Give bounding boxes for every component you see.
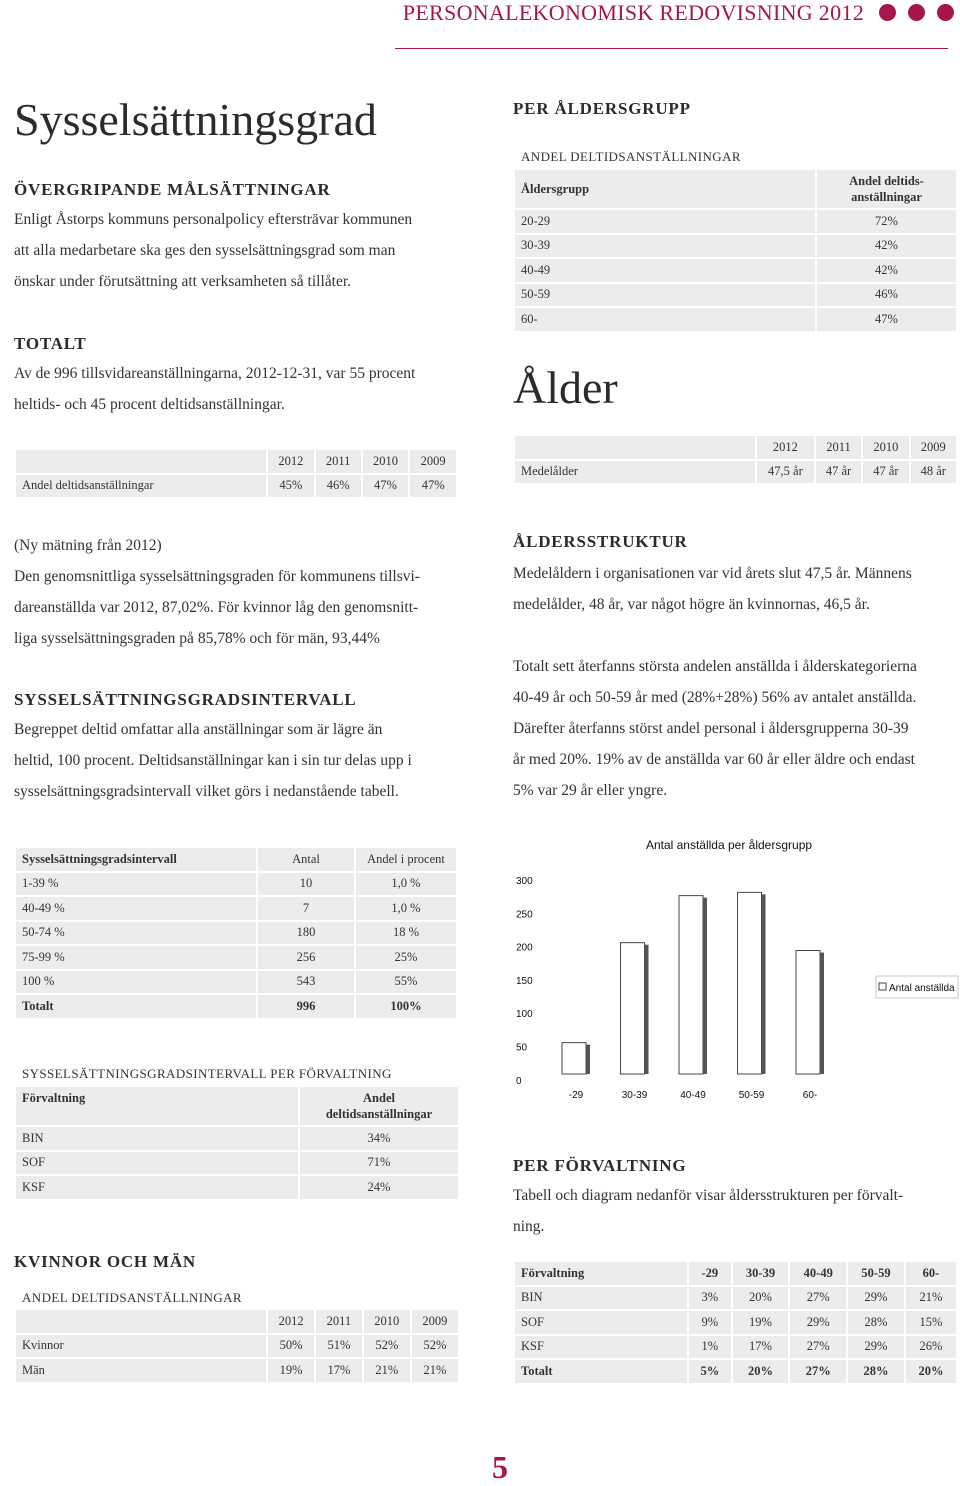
paragraph-ny-matning [14, 530, 484, 654]
text-line: Tabell och diagram nedanför visar åldersstrukturen per förvalt- [513, 1187, 904, 1204]
text-line: 5% var 29 år eller yngre. [513, 782, 668, 799]
header-line: deltidsanställningar [325, 1107, 433, 1121]
text-line: år med 20%. 19% av de anställda var 60 år eller äldre och endast [513, 751, 915, 768]
forvaltning-table [14, 1085, 460, 1201]
table-cell: 9% [689, 1311, 731, 1334]
table-cell: 72% [817, 210, 956, 233]
table-cell: 50-59 [515, 284, 815, 307]
decor-dot-icon [879, 4, 896, 21]
decor-dot-icon [937, 4, 954, 21]
text-line: heltids- och 45 procent deltidsanställningar. [14, 396, 285, 413]
intervall-table [14, 846, 458, 1020]
table-cell: 20-29 [515, 210, 815, 233]
table-cell: Totalt [515, 1360, 687, 1383]
table-row [16, 1176, 458, 1199]
year-header: 2011 [316, 1310, 362, 1333]
table-cell: 19% [733, 1311, 789, 1334]
x-tick-label: 40-49 [680, 1090, 706, 1101]
legend-label: Antal anställda [889, 983, 955, 994]
text-line: Den genomsnittliga sysselsättningsgraden för kommunens tillsvi- [14, 568, 420, 585]
alder-title: Ålder [513, 362, 618, 413]
table-cell: 20% [906, 1360, 956, 1383]
row-label: Andel deltidsanställningar [16, 475, 266, 498]
row-label: Kvinnor [16, 1335, 266, 1358]
table-cell: 10 [258, 873, 354, 896]
year-header: 2012 [757, 436, 814, 459]
column-header: 30-39 [733, 1262, 789, 1285]
bar-side [820, 953, 824, 1074]
year-header: 2009 [410, 450, 456, 473]
table-cell: 17% [733, 1336, 789, 1359]
table-row [16, 873, 456, 896]
table-cell: 29% [848, 1336, 904, 1359]
paragraph-gap [513, 620, 958, 651]
header-line: Andel deltids- [849, 174, 924, 188]
y-tick-label: 50 [516, 1042, 528, 1054]
year-header: 2010 [863, 436, 908, 459]
column-header: 50-59 [848, 1262, 904, 1285]
table-cell: 75-99 % [16, 946, 256, 969]
table-cell: 47 år [816, 461, 861, 484]
table-cell: 50-74 % [16, 922, 256, 945]
text-line: medelålder, 48 år, var något högre än kvinnornas, 46,5 år. [513, 596, 870, 613]
text-line: dareanställda var 2012, 87,02%. För kvinnor låg den genomsnitt- [14, 599, 419, 616]
table-cell: 46% [316, 475, 361, 498]
row-label: Medelålder [515, 461, 755, 484]
table-cell: 1,0 % [356, 897, 456, 920]
table-cell: 34% [300, 1127, 458, 1150]
text-line: Begreppet deltid omfattar alla anställningar som är lägre än [14, 721, 383, 738]
text-line: Enligt Åstorps kommuns personalpolicy eftersträvar kommunen [14, 211, 413, 228]
text-line: Medelåldern i organisationen var vid årets slut 47,5 år. Männens [513, 565, 912, 582]
table-cell: 27% [790, 1287, 846, 1310]
paragraph-alderstruktur [513, 558, 958, 806]
decor-dot-icon [908, 4, 925, 21]
table-cell: KSF [515, 1336, 687, 1359]
year-header: 2011 [816, 436, 861, 459]
section-heading-per-forvaltning: PER FÖRVALTNING [513, 1156, 687, 1175]
text-line: (Ny mätning från 2012) [14, 537, 162, 554]
table-row [515, 284, 956, 307]
table-row [515, 235, 956, 258]
x-tick-label: 30-39 [621, 1090, 648, 1101]
table-cell: 47% [817, 308, 956, 331]
per-aldersgrupp-subtitle: ANDEL DELTIDSANSTÄLLNINGAR [521, 149, 741, 164]
table-cell: 20% [733, 1287, 789, 1310]
kvinnor-man-subtitle: ANDEL DELTIDSANSTÄLLNINGAR [22, 1290, 242, 1305]
bar-side [762, 894, 766, 1074]
table-cell: 100% [356, 995, 456, 1018]
table-cell: 17% [316, 1359, 362, 1382]
text-line: heltid, 100 procent. Deltidsanställningar kan i sin tur delas upp i [14, 752, 412, 769]
table-cell: 100 % [16, 971, 256, 994]
section-heading-kvinnor-man: KVINNOR OCH MÄN [14, 1252, 196, 1271]
column-header [817, 170, 956, 208]
table-row [515, 308, 956, 331]
column-header: Förvaltning [515, 1262, 687, 1285]
table-total-row [16, 995, 456, 1018]
column-header: -29 [689, 1262, 731, 1285]
bar-30-39 [621, 943, 645, 1074]
table-cell: 180 [258, 922, 354, 945]
column-header [300, 1087, 458, 1125]
text-line: att alla medarbetare ska ges den sysselsättningsgrad som man [14, 242, 396, 259]
table-cell: 29% [848, 1287, 904, 1310]
bar-side [645, 945, 649, 1074]
y-tick-label: 0 [516, 1075, 522, 1087]
aldersgrupp-table [513, 168, 958, 333]
chart-legend [876, 976, 958, 998]
table-row [515, 1287, 956, 1310]
table-cell: 52% [364, 1335, 410, 1358]
header-line: Andel [363, 1091, 395, 1105]
table-cell: 40-49 [515, 259, 815, 282]
bar-side [703, 898, 707, 1074]
column-header: Åldersgrupp [515, 170, 815, 208]
table-row [16, 946, 456, 969]
text-line: liga sysselsättningsgraden på 85,78% och för män, 93,44% [14, 630, 380, 647]
table-row [16, 922, 456, 945]
table-cell: 1% [689, 1336, 731, 1359]
table-cell: 30-39 [515, 235, 815, 258]
table-cell: 48 år [911, 461, 956, 484]
report-title: PERSONALEKONOMISK REDOVISNING 2012 [402, 0, 864, 25]
table-row [16, 1359, 458, 1382]
table-cell: 21% [906, 1287, 956, 1310]
text-line: Totalt sett återfanns största andelen anställda i ålderskategorierna [513, 658, 917, 675]
bar-side [586, 1045, 590, 1074]
table-row [16, 1152, 458, 1175]
kvinnor-man-table [14, 1308, 460, 1384]
column-header: Sysselsättningsgradsintervall [16, 848, 256, 871]
header-line: anställningar [851, 190, 922, 204]
text-line: ning. [513, 1218, 545, 1235]
year-header: 2012 [268, 450, 314, 473]
table-cell: 21% [412, 1359, 458, 1382]
paragraph-totalt [14, 358, 484, 420]
table-cell: 543 [258, 971, 354, 994]
table-cell: 29% [790, 1311, 846, 1334]
section-heading-intervall: SYSSELSÄTTNINGSGRADSINTERVALL [14, 690, 357, 709]
table-cell: 45% [268, 475, 314, 498]
table-cell: 28% [848, 1360, 904, 1383]
paragraph-overgripande [14, 204, 484, 297]
table-row [16, 897, 456, 920]
chart-bars [562, 892, 824, 1074]
page-number: 5 [492, 1449, 508, 1485]
table-cell: 60- [515, 308, 815, 331]
table-cell: 24% [300, 1176, 458, 1199]
row-label: Män [16, 1359, 266, 1382]
table-cell: 47% [363, 475, 409, 498]
table-cell: 7 [258, 897, 354, 920]
year-header: 2010 [363, 450, 409, 473]
table-cell: 18 % [356, 922, 456, 945]
section-heading-overgripande: ÖVERGRIPANDE MÅLSÄTTNINGAR [14, 180, 331, 199]
table-cell: 50% [268, 1335, 314, 1358]
table-row [16, 1335, 458, 1358]
chart-title: Antal anställda per åldersgrupp [645, 838, 813, 852]
table-cell: SOF [16, 1152, 298, 1175]
section-heading-alderstruktur: ÅLDERSSTRUKTUR [513, 532, 688, 551]
table-cell: 21% [364, 1359, 410, 1382]
table-cell: 20% [733, 1360, 789, 1383]
table-cell: 5% [689, 1360, 731, 1383]
y-tick-label: 100 [516, 1009, 533, 1021]
x-tick-label: 60- [802, 1090, 818, 1101]
table-cell: BIN [16, 1127, 298, 1150]
text-line: 40-49 år och 50-59 år med (28%+28%) 56% av antalet anställda. [513, 689, 917, 706]
section-heading-totalt: TOTALT [14, 334, 87, 353]
y-axis-ticks [516, 876, 533, 1087]
table-cell: 52% [412, 1335, 458, 1358]
table-cell: 256 [258, 946, 354, 969]
table-cell: 27% [790, 1336, 846, 1359]
forvaltning-table-title: SYSSELSÄTTNINGSGRADSINTERVALL PER FÖRVALTNING [22, 1066, 392, 1081]
bar-60- [796, 951, 820, 1074]
medelalder-table [513, 434, 958, 485]
y-tick-label: 300 [516, 876, 533, 887]
age-group-bar-chart [505, 830, 960, 1115]
paragraph-intervall [14, 714, 484, 807]
year-header: 2011 [316, 450, 361, 473]
table-cell: 40-49 % [16, 897, 256, 920]
text-line: sysselsättningsgradsintervall vilket görs i nedanstående tabell. [14, 783, 399, 800]
year-header: 2012 [268, 1310, 314, 1333]
table-total-row [515, 1360, 956, 1383]
column-header: Förvaltning [16, 1087, 298, 1125]
table-cell: 15% [906, 1311, 956, 1334]
x-tick-label: 50-59 [738, 1090, 765, 1101]
bar--29 [562, 1043, 586, 1074]
year-header: 2009 [412, 1310, 458, 1333]
deltid-table [14, 448, 458, 499]
table-cell: 42% [817, 259, 956, 282]
table-row [515, 1336, 956, 1359]
table-cell: 51% [316, 1335, 362, 1358]
x-tick-label: -29 [568, 1090, 584, 1101]
bar-40-49 [679, 896, 703, 1074]
text-line: Därefter återfanns störst andel personal i åldersgrupperna 30-39 [513, 720, 909, 737]
table-cell: 1-39 % [16, 873, 256, 896]
paragraph-per-forvaltning [513, 1180, 958, 1242]
table-cell: 25% [356, 946, 456, 969]
table-cell: 19% [268, 1359, 314, 1382]
table-cell: 26% [906, 1336, 956, 1359]
y-tick-label: 150 [516, 975, 533, 987]
column-header: 60- [906, 1262, 956, 1285]
bar-50-59 [738, 892, 762, 1074]
forvaltning-alder-table [513, 1260, 958, 1385]
table-cell: KSF [16, 1176, 298, 1199]
table-cell: 3% [689, 1287, 731, 1310]
table-cell: SOF [515, 1311, 687, 1334]
table-row [515, 1311, 956, 1334]
text-line: Av de 996 tillsvidareanställningarna, 2012-12-31, var 55 procent [14, 365, 416, 382]
year-header: 2010 [364, 1310, 410, 1333]
table-cell: Totalt [16, 995, 256, 1018]
table-cell: 71% [300, 1152, 458, 1175]
table-row [16, 971, 456, 994]
table-cell: 28% [848, 1311, 904, 1334]
table-cell: 55% [356, 971, 456, 994]
column-header: Antal [258, 848, 354, 871]
page-title: Sysselsättningsgrad [14, 94, 377, 145]
table-cell [515, 436, 755, 459]
column-header: 40-49 [790, 1262, 846, 1285]
header-rule [395, 48, 948, 49]
table-cell: 47 år [863, 461, 908, 484]
table-row [515, 210, 956, 233]
table-cell: 996 [258, 995, 354, 1018]
table-cell [16, 1310, 266, 1333]
section-heading-per-aldersgrupp: PER ÅLDERSGRUPP [513, 99, 691, 118]
table-cell: 42% [817, 235, 956, 258]
table-cell: 27% [790, 1360, 846, 1383]
legend-swatch [879, 983, 886, 990]
table-cell: 46% [817, 284, 956, 307]
table-cell: 1,0 % [356, 873, 456, 896]
table-cell [16, 450, 266, 473]
text-line: önskar under förutsättning att verksamheten så tillåter. [14, 273, 352, 290]
x-axis-ticks [569, 1090, 817, 1101]
year-header: 2009 [911, 436, 956, 459]
y-tick-label: 250 [516, 909, 533, 921]
y-tick-label: 200 [516, 942, 533, 954]
table-cell: BIN [515, 1287, 687, 1310]
table-row [16, 1127, 458, 1150]
table-cell: 47,5 år [757, 461, 814, 484]
table-cell: 47% [410, 475, 456, 498]
table-row [515, 259, 956, 282]
column-header: Andel i procent [356, 848, 456, 871]
